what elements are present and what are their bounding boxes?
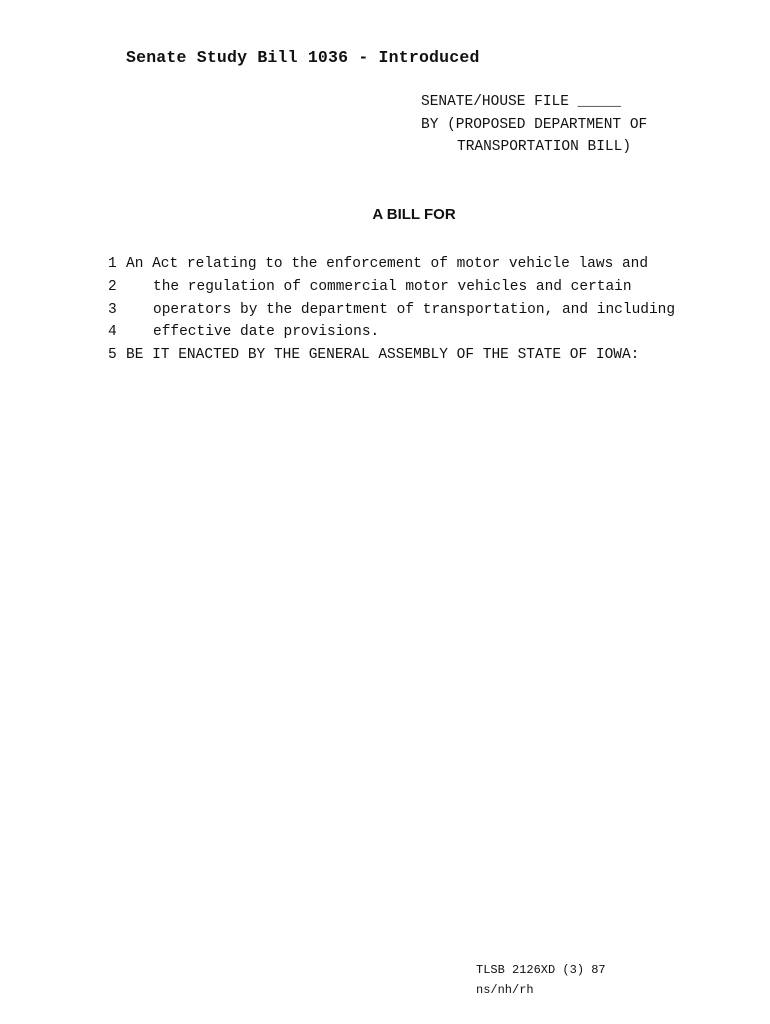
bill-line [108, 253, 675, 276]
line-text: effective date provisions. [153, 324, 380, 341]
line-number: 2 [108, 278, 117, 295]
sponsor-line-continued: TRANSPORTATION BILL) [457, 139, 632, 155]
document-title: Senate Study Bill 1036 - Introduced [126, 48, 480, 67]
line-number: 4 [108, 324, 117, 341]
line-text: BE IT ENACTED BY THE GENERAL ASSEMBLY OF THE STATE OF IOWA: [126, 347, 640, 364]
line-text: operators by the department of transportation, and including [153, 301, 676, 318]
line-text: the regulation of commercial motor vehicles and certain [153, 278, 632, 295]
line-number: 5 [108, 347, 117, 364]
line-number: 1 [108, 256, 117, 272]
bill-line [108, 276, 675, 299]
line-number: 3 [108, 301, 117, 318]
document-footer [476, 960, 606, 1000]
drafter-initials: ns/nh/rh [476, 983, 534, 997]
file-number-line: SENATE/HOUSE FILE _____ [421, 94, 622, 110]
bill-heading: A BILL FOR [372, 206, 456, 223]
sponsor-line: BY (PROPOSED DEPARTMENT OF [421, 116, 648, 133]
line-text: An Act relating to the enforcement of motor vehicle laws and [126, 256, 649, 272]
bill-line [108, 344, 675, 367]
file-designation [421, 91, 647, 159]
bill-draft-number: TLSB 2126XD (3) 87 [476, 963, 606, 977]
bill-line [108, 321, 675, 344]
bill-line [108, 299, 675, 322]
bill-text [108, 253, 675, 367]
